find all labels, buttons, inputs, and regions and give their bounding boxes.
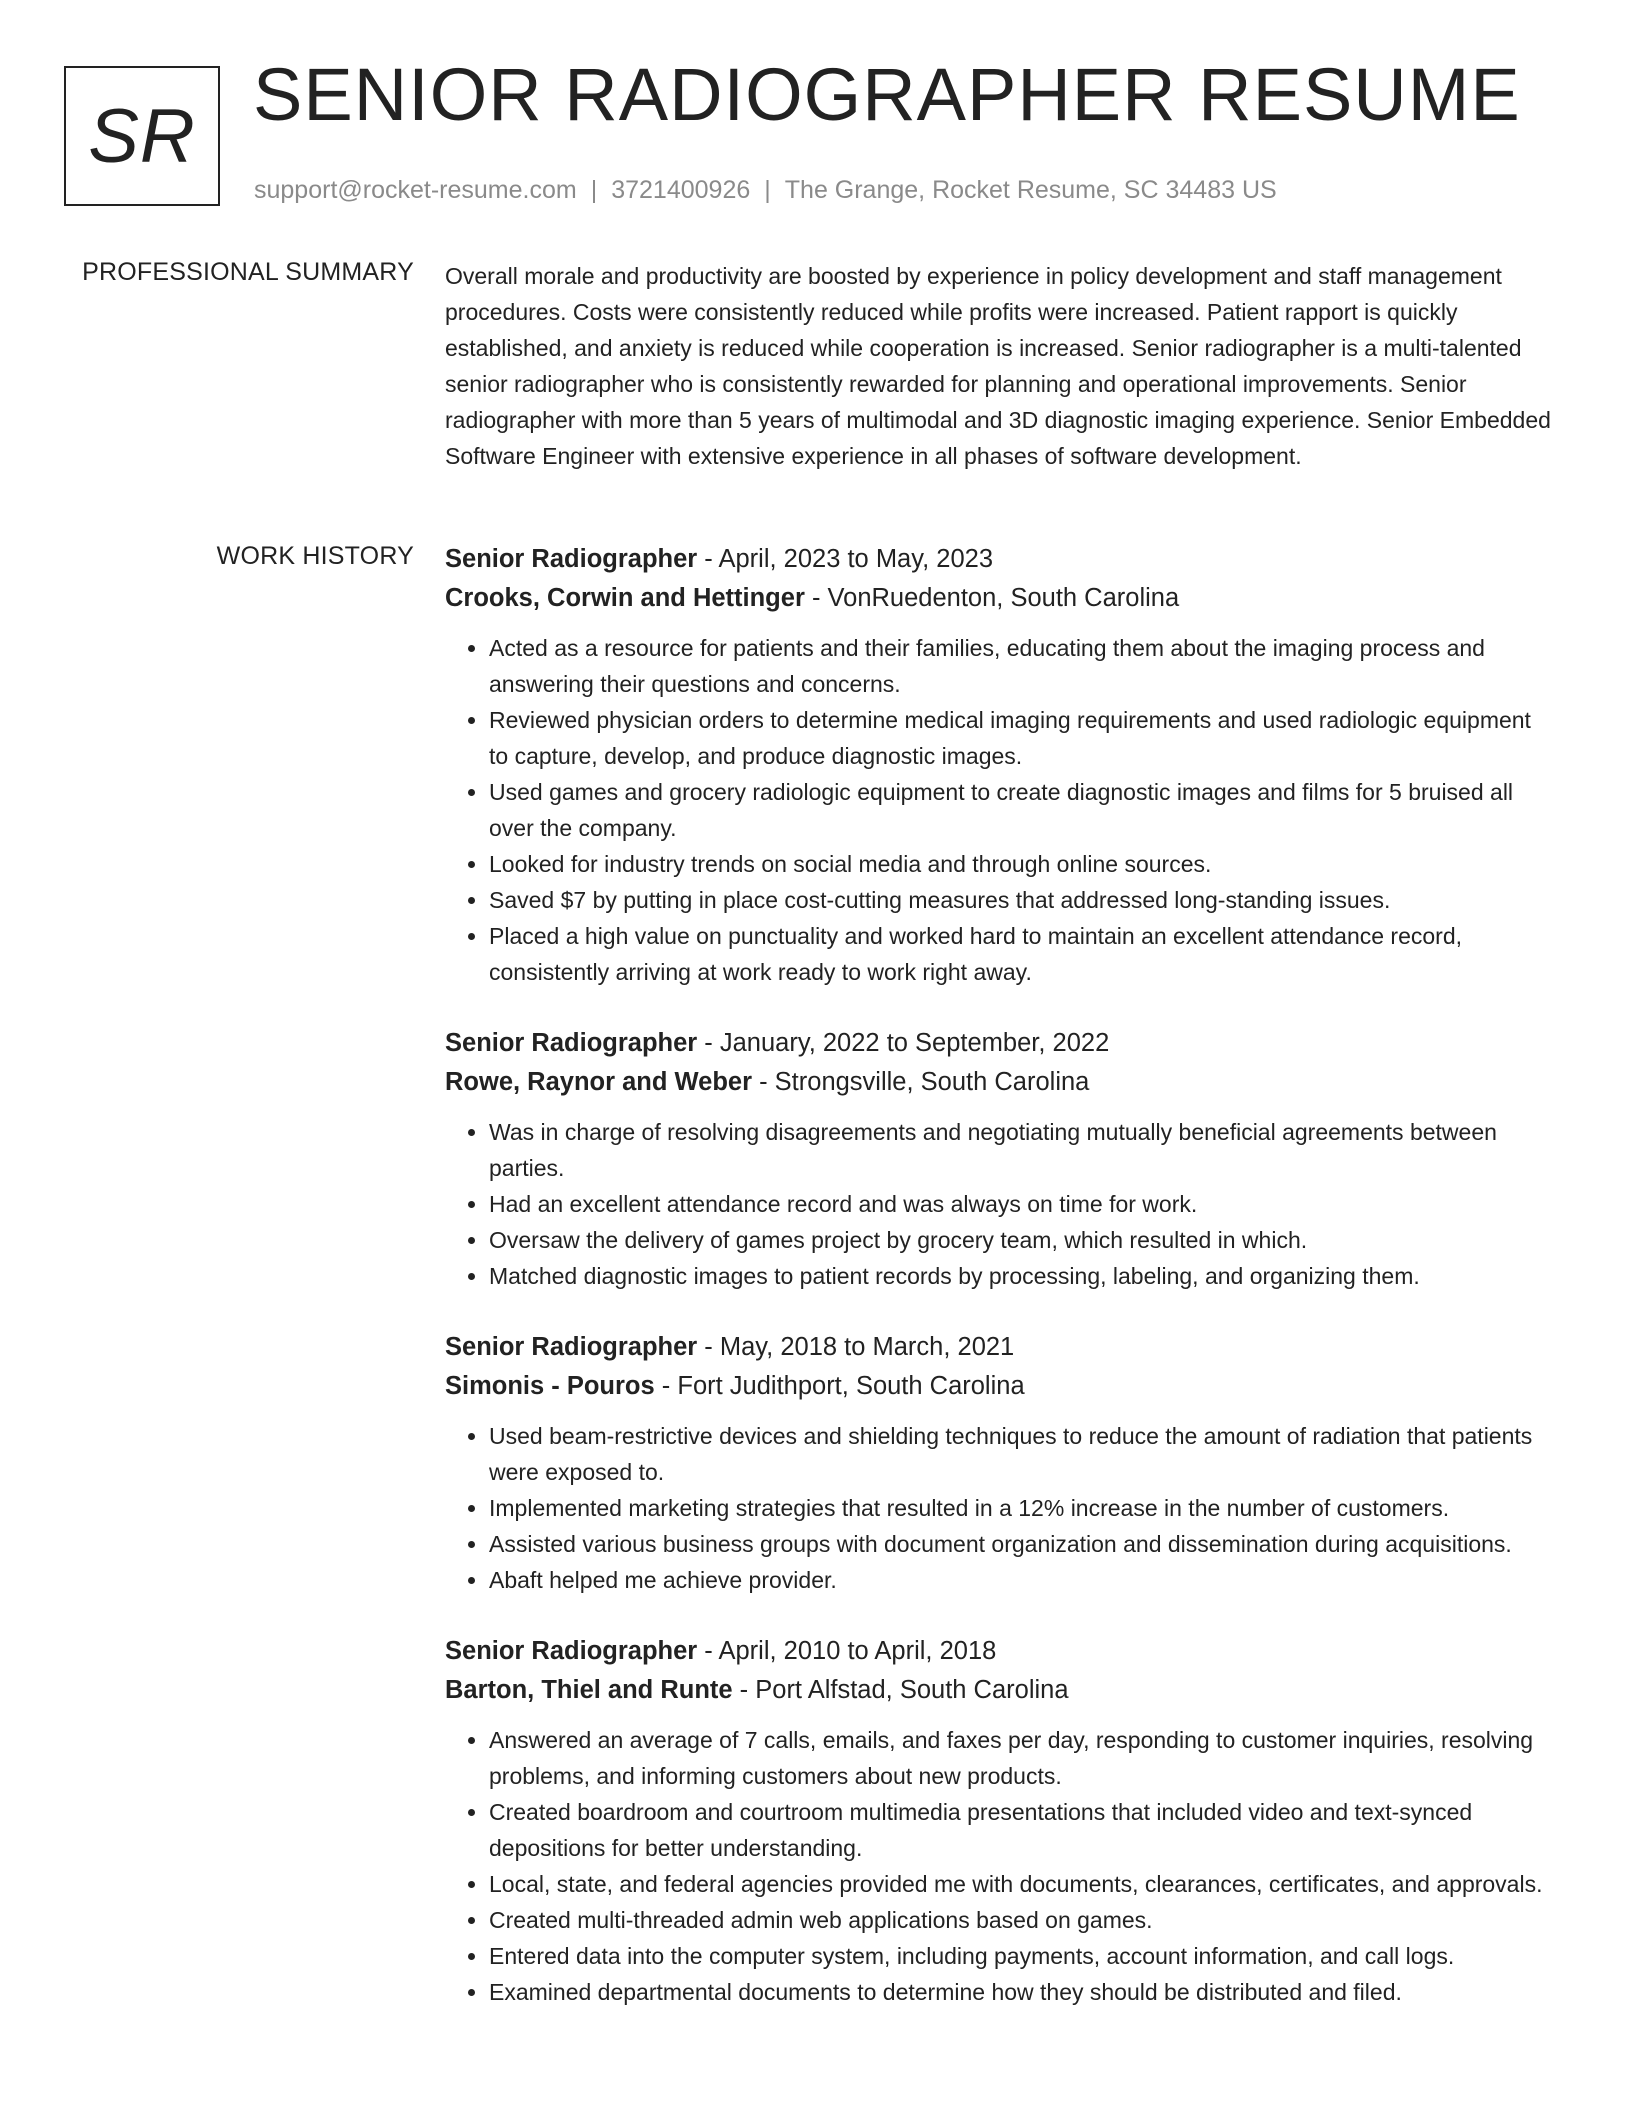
bullet-item: • Assisted various business groups with document organization and dissemination during acquisitions. (489, 1526, 1555, 1562)
job-bullets (445, 1722, 1555, 2010)
bullet-item: • Created multi-threaded admin web applications based on games. (489, 1902, 1555, 1938)
job-company-line (445, 1063, 1555, 1102)
job-dates: - April, 2023 to May, 2023 (697, 545, 993, 573)
page-title: SENIOR RADIOGRAPHER RESUME (253, 53, 1521, 136)
job-heading (445, 1632, 1555, 1671)
job-title: Senior Radiographer (445, 1637, 698, 1665)
bullet-item: • Entered data into the computer system, including payments, account information, and call logs. (489, 1938, 1555, 1974)
contact-separator: | (764, 176, 771, 204)
job-dates: - May, 2018 to March, 2021 (697, 1333, 1015, 1361)
bullet-item: • Reviewed physician orders to determine medical imaging requirements and used radiologic equipment to capture, develop, and produce diagnostic images. (489, 702, 1555, 774)
work-history-section-label: WORK HISTORY (216, 542, 414, 570)
work-history-section (445, 540, 1555, 2044)
job-entry (445, 1328, 1555, 1598)
bullet-item: • Used games and grocery radiologic equipment to create diagnostic images and films for 5 bruised all over the company. (489, 774, 1555, 846)
bullet-item: • Looked for industry trends on social media and through online sources. (489, 846, 1555, 882)
job-company: Crooks, Corwin and Hettinger (445, 584, 805, 612)
job-heading (445, 1024, 1555, 1063)
job-title: Senior Radiographer (445, 545, 698, 573)
bullet-item: • Abaft helped me achieve provider. (489, 1562, 1555, 1598)
bullet-item: • Used beam-restrictive devices and shielding techniques to reduce the amount of radiation that patients were exposed to. (489, 1418, 1555, 1490)
bullet-item: • Saved $7 by putting in place cost-cutting measures that addressed long-standing issues. (489, 882, 1555, 918)
job-title: Senior Radiographer (445, 1333, 698, 1361)
contact-phone[interactable]: 3721400926 (611, 176, 751, 204)
job-location: - VonRuedenton, South Carolina (804, 584, 1180, 612)
summary-text: Overall morale and productivity are boosted by experience in policy development and staff management procedures. Costs were consistently reduced while profits were increased. Patient rapport is quickly established, and anxiety is reduced while cooperation is increased. Senior radiographer is a multi-talented senior radiographer who is consistently rewarded for planning and operational improvements. Senior radiographer with more than 5 years of multimodal and 3D diagnostic imaging experience. Senior Embedded Software Engineer with extensive experience in all phases of software development. (445, 263, 1551, 469)
job-company-line (445, 1367, 1555, 1406)
job-location: - Port Alfstad, South Carolina (732, 1676, 1069, 1704)
job-heading (445, 540, 1555, 579)
bullet-item: • Local, state, and federal agencies provided me with documents, clearances, certificates, and approvals. (489, 1866, 1555, 1902)
bullet-item: • Had an excellent attendance record and was always on time for work. (489, 1186, 1555, 1222)
job-entry (445, 1632, 1555, 2010)
contact-separator: | (590, 176, 598, 204)
bullet-item: • Was in charge of resolving disagreements and negotiating mutually beneficial agreements between parties. (489, 1114, 1555, 1186)
job-company-line (445, 1671, 1555, 1710)
job-dates: - April, 2010 to April, 2018 (697, 1637, 997, 1665)
bullet-item: • Acted as a resource for patients and their families, educating them about the imaging process and answering their questions and concerns. (489, 630, 1555, 702)
job-bullets (445, 630, 1555, 990)
job-entry (445, 540, 1555, 990)
contact-email[interactable]: support@rocket-resume.com (254, 176, 577, 204)
bullet-item: • Examined departmental documents to determine how they should be distributed and filed. (489, 1974, 1555, 2010)
bullet-item: • Matched diagnostic images to patient records by processing, labeling, and organizing them. (489, 1258, 1555, 1294)
job-entry (445, 1024, 1555, 1294)
contact-address: The Grange, Rocket Resume, SC 34483 US (784, 176, 1277, 204)
job-bullets (445, 1418, 1555, 1598)
job-title: Senior Radiographer (445, 1029, 698, 1057)
contact-line (254, 176, 1277, 205)
job-company: Barton, Thiel and Runte (445, 1676, 733, 1704)
job-heading (445, 1328, 1555, 1367)
bullet-item: • Oversaw the delivery of games project by grocery team, which resulted in which. (489, 1222, 1555, 1258)
summary-section (445, 258, 1555, 474)
bullet-item: • Created boardroom and courtroom multimedia presentations that included video and text-synced depositions for better understanding. (489, 1794, 1555, 1866)
job-company: Simonis - Pouros (445, 1372, 655, 1400)
job-location: - Fort Judithport, South Carolina (654, 1372, 1025, 1400)
bullet-item: • Placed a high value on punctuality and worked hard to maintain an excellent attendance record, consistently arriving at work ready to work right away. (489, 918, 1555, 990)
job-company-line (445, 579, 1555, 618)
summary-section-label: PROFESSIONAL SUMMARY (82, 258, 414, 286)
job-company: Rowe, Raynor and Weber (445, 1068, 753, 1096)
bullet-item: • Implemented marketing strategies that resulted in a 12% increase in the number of customers. (489, 1490, 1555, 1526)
job-location: - Strongsville, South Carolina (752, 1068, 1090, 1096)
job-dates: - January, 2022 to September, 2022 (697, 1029, 1110, 1057)
bullet-item: • Answered an average of 7 calls, emails, and faxes per day, responding to customer inquiries, resolving problems, and informing customers about new products. (489, 1722, 1555, 1794)
monogram-logo: SR (64, 66, 220, 206)
job-bullets (445, 1114, 1555, 1294)
